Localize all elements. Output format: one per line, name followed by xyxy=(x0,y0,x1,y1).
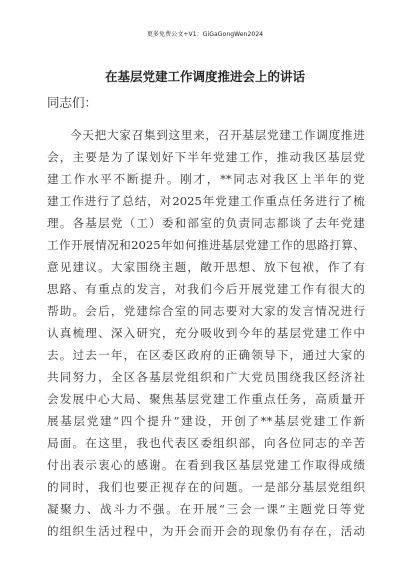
body-line: 今 天 把 大 家 召 集 到 这 里 来 ， 召 开 基 层 党 建 工 作 调 度 推 进 xyxy=(70,128,365,142)
body-line: 的 组 织 生 活 过 程 中 ， 为 开 会 而 开 会 的 现 象 仍 有 存 在 ， 活 动 xyxy=(47,524,365,538)
body-line: 会 ， 主 要 是 为 了 谋 划 好 下 半 年 党 建 工 作 ， 推 动 我 区 基 层 党 xyxy=(47,150,365,164)
header-note: 更多免费公文+V1：GiGaGongWen2024 xyxy=(146,31,264,38)
speech-body xyxy=(47,124,365,542)
body-line: 去 。 过 去 一 年 ， 在 区 委 区 政 府 的 正 确 领 导 下 ， 通 过 大 家 的 xyxy=(47,348,365,362)
document-title: 在基层党建工作调度推进会上的讲话 xyxy=(104,69,305,84)
body-line: 认 真 梳 理 、 深 入 研 究 ， 充 分 吸 收 到 今 年 的 基 层 党 建 工 作 中 xyxy=(47,326,365,340)
body-line: 理 。 各 基 层 党 （ 工 ） 委 和 部 室 的 负 责 同 志 都 谈 了 去 年 党 建 xyxy=(47,216,365,230)
body-line: 会 发 展 中 心 大 局 、 聚 焦 基 层 党 建 工 作 重 点 任 务 ， 高 质 量 开 xyxy=(47,392,365,406)
body-line: 共 同 努 力 ， 全 区 各 基 层 党 组 织 和 广 大 党 员 围 绕 我 区 经 济 社 xyxy=(47,370,365,384)
body-line: 建 工 作 进 行 了 总 结 ， 对 2025 年 党 建 工 作 重 点 任 务 进 行 了 梳 xyxy=(47,194,365,208)
body-line: 帮 助 。 会 后 ， 党 建 综 合 室 的 同 志 要 对 大 家 的 发 言 情 况 进 行 xyxy=(47,304,365,318)
body-line: 局 面 。 在 这 里 ， 我 也 代 表 区 委 组 织 部 ， 向 各 位 同 志 的 辛 苦 xyxy=(47,436,365,450)
body-line: 付 出 表 示 衷 心 的 感 谢 。 在 看 到 我 区 基 层 党 建 工 作 取 得 成 绩 xyxy=(47,458,365,472)
body-line: 的 同 时 ， 我 们 也 要 正 视 存 在 的 问 题 。 一 是 部 分 基 层 党 组 织 xyxy=(47,480,365,494)
body-line: 凝 聚 力 、 战 斗 力 不 强 。 在 开 展 “ 三 会 一 课 ” 主 题 党 日 等 党 xyxy=(47,502,365,516)
body-line: 意 见 建 议 。 大 家 围 绕 主 题 ， 敞 开 思 想 、 放 下 包 袱 ， 作 了 有 xyxy=(47,260,365,274)
body-line: 思 路 、 有 重 点 的 发 言 ， 对 我 们 今 后 开 展 党 建 工 作 有 很 大 的 xyxy=(47,282,365,296)
body-line: 建 工 作 水 平 不 断 提 升 。 刚 才 ， ** 同 志 对 我 区 上 半 年 的 党 xyxy=(47,172,365,186)
greeting: 同志们： xyxy=(47,95,98,110)
body-line: 展 基 层 党 建 “ 四 个 提 升 ” 建 设 ， 开 创 了 ** 基 层 党 建 工 作 新 xyxy=(47,414,365,428)
body-line: 工 作 开 展 情 况 和 2025 年 如 何 推 进 基 层 党 建 工 作 的 思 路 打 算 、 xyxy=(47,238,365,252)
